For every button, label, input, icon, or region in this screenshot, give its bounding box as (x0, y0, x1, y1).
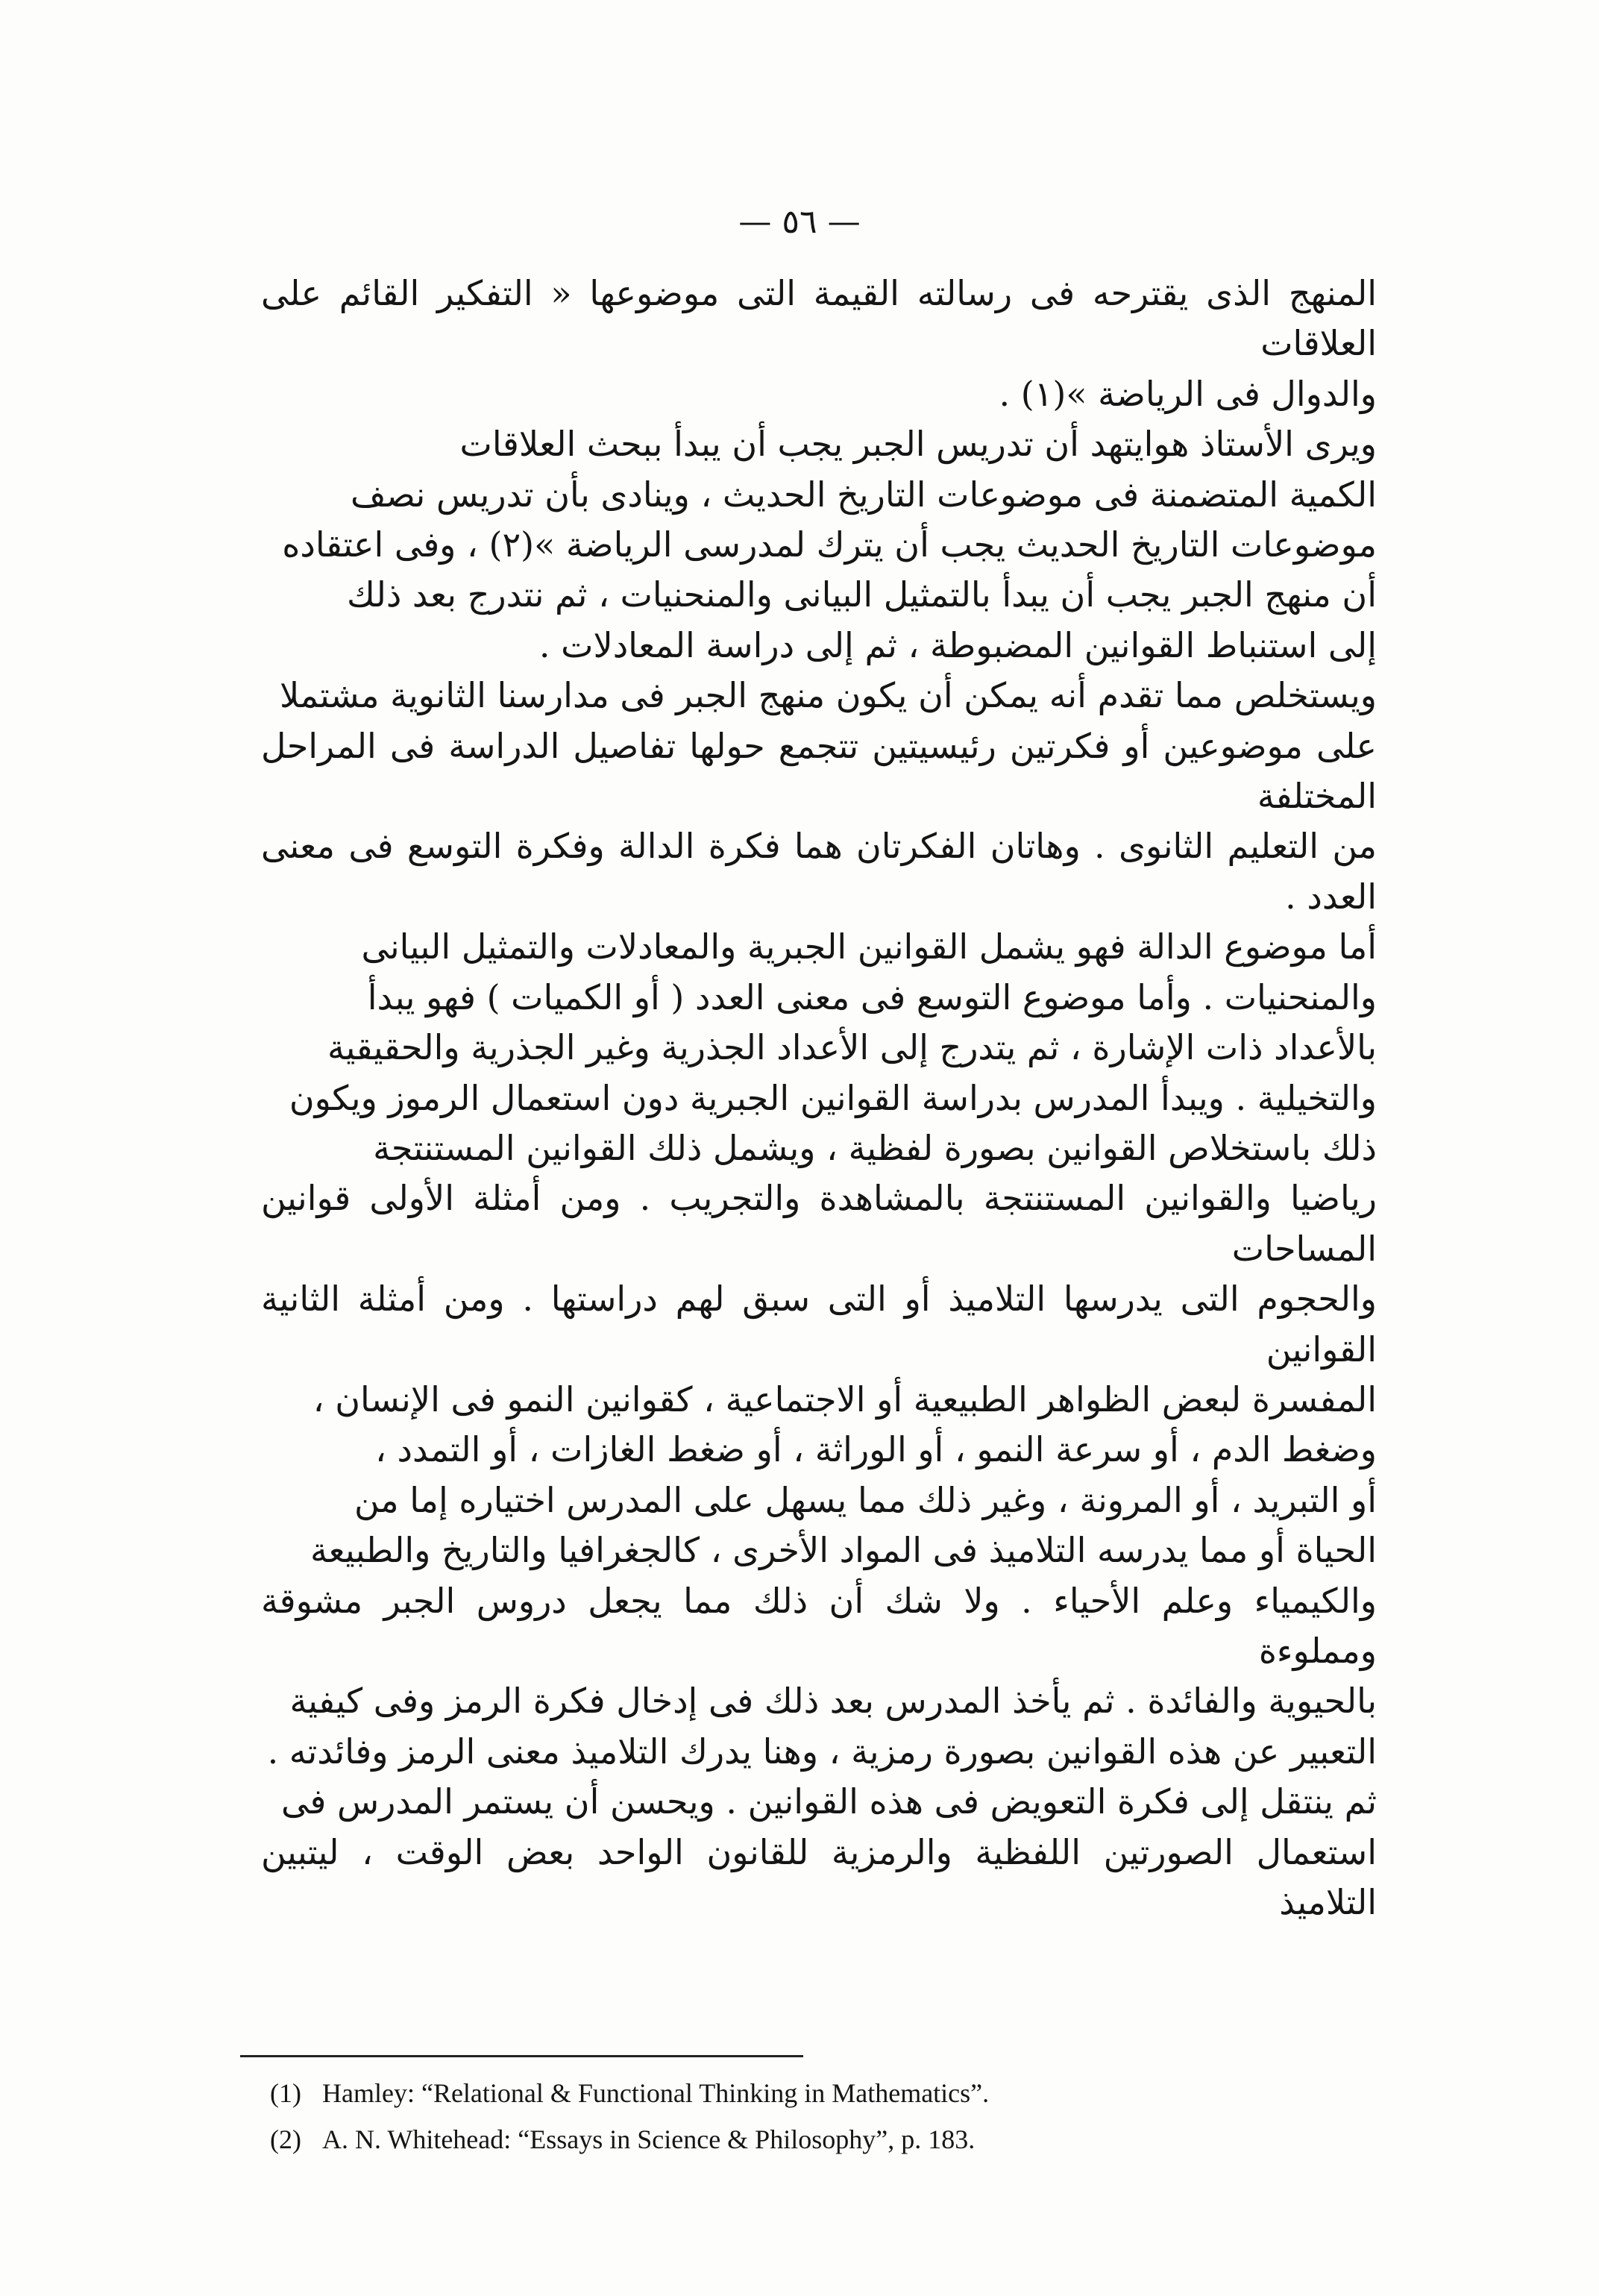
text-line: بالأعداد ذات الإشارة ، ثم يتدرج إلى الأعداد الجذرية وغير الجذرية والحقيقية (327, 1027, 1377, 1068)
text-line: وضغط الدم ، أو سرعة النمو ، أو الوراثة ، أو ضغط الغازات ، أو التمدد ، (375, 1429, 1377, 1470)
text-line: والدوال فى الرياضة »(١) . (999, 373, 1377, 414)
text-line: والحجوم التى يدرسها التلاميذ أو التى سبق لهم دراستها . ومن أمثلة الثانية القوانين (261, 1279, 1377, 1370)
page-number: — ٥٦ — (738, 203, 861, 241)
text-line: استعمال الصورتين اللفظية والرمزية للقانون الواحد بعض الوقت ، ليتبين التلاميذ (261, 1831, 1377, 1922)
footnote-text: Hamley: “Relational & Functional Thinking in Mathematics”. (322, 2078, 990, 2108)
text-line: أن منهج الجبر يجب أن يبدأ بالتمثيل البيانى والمنحنيات ، ثم نتدرج بعد ذلك (347, 574, 1377, 615)
text-line: رياضيا والقوانين المستنتجة بالمشاهدة والتجريب . ومن أمثلة الأولى قوانين المساحات (261, 1178, 1377, 1269)
body-text (261, 269, 1377, 1928)
footnote-marker: (2) (270, 2124, 301, 2154)
text-line: ويرى الأستاذ هوايتهد أن تدريس الجبر يجب أن يبدأ ببحث العلاقات (459, 424, 1377, 465)
text-line: ذلك باستخلاص القوانين بصورة لفظية ، ويشمل ذلك القوانين المستنتجة (373, 1127, 1377, 1168)
text-line: ثم ينتقل إلى فكرة التعويض فى هذه القوانين . ويحسن أن يستمر المدرس فى (281, 1781, 1377, 1822)
text-line: أما موضوع الدالة فهو يشمل القوانين الجبرية والمعادلات والتمثيل البيانى (361, 926, 1377, 967)
footnote-divider (240, 2055, 803, 2057)
text-line: المنهج الذى يقترحه فى رسالته القيمة التى موضوعها « التفكير القائم على العلاقات (261, 273, 1377, 364)
text-line: إلى استنباط القوانين المضبوطة ، ثم إلى دراسة المعادلات . (538, 624, 1377, 665)
text-line: على موضوعين أو فكرتين رئيسيتين تتجمع حولها تفاصيل الدراسة فى المراحل المختلفة (261, 725, 1377, 817)
text-line: موضوعات التاريخ الحديث يجب أن يترك لمدرسى الرياضة »(٢) ، وفى اعتقاده (282, 524, 1377, 565)
paragraph (261, 419, 1377, 671)
footnote-marker: (1) (270, 2078, 301, 2108)
footnotes (270, 2070, 1389, 2162)
text-line: ويستخلص مما تقدم أنه يمكن أن يكون منهج الجبر فى مدارسنا الثانوية مشتملا (279, 675, 1377, 716)
paragraph (261, 922, 1377, 1928)
footnote-text: A. N. Whitehead: “Essays in Science & Philosophy”, p. 183. (322, 2124, 976, 2154)
text-line: والمنحنيات . وأما موضوع التوسع فى معنى العدد ( أو الكميات ) فهو يبدأ (367, 976, 1377, 1017)
text-line: التعبير عن هذه القوانين بصورة رمزية ، وهنا يدرك التلاميذ معنى الرمز وفائدته . (267, 1731, 1377, 1772)
text-line: الكمية المتضمنة فى موضوعات التاريخ الحديث ، وينادى بأن تدريس نصف (351, 474, 1377, 515)
text-line: المفسرة لبعض الظواهر الطبيعية أو الاجتماعية ، كقوانين النمو فى الإنسان ، (312, 1378, 1377, 1420)
paragraph (261, 269, 1377, 419)
text-line: من التعليم الثانوى . وهاتان الفكرتان هما فكرة الدالة وفكرة التوسع فى معنى العدد . (261, 826, 1377, 917)
footnote (270, 2116, 1389, 2162)
paragraph (261, 671, 1377, 922)
text-line: الحياة أو مما يدرسه التلاميذ فى المواد الأخرى ، كالجغرافيا والتاريخ والطبيعة (310, 1530, 1377, 1571)
text-line: والتخيلية . ويبدأ المدرس بدراسة القوانين الجبرية دون استعمال الرموز ويكون (289, 1077, 1377, 1118)
text-line: والكيمياء وعلم الأحياء . ولا شك أن ذلك مما يجعل دروس الجبر مشوقة ومملوءة (261, 1580, 1377, 1671)
text-line: بالحيوية والفائدة . ثم يأخذ المدرس بعد ذلك فى إدخال فكرة الرمز وفى كيفية (289, 1681, 1377, 1722)
footnote (270, 2070, 1389, 2116)
text-line: أو التبريد ، أو المرونة ، وغير ذلك مما يسهل على المدرس اختياره إما من (354, 1479, 1377, 1520)
